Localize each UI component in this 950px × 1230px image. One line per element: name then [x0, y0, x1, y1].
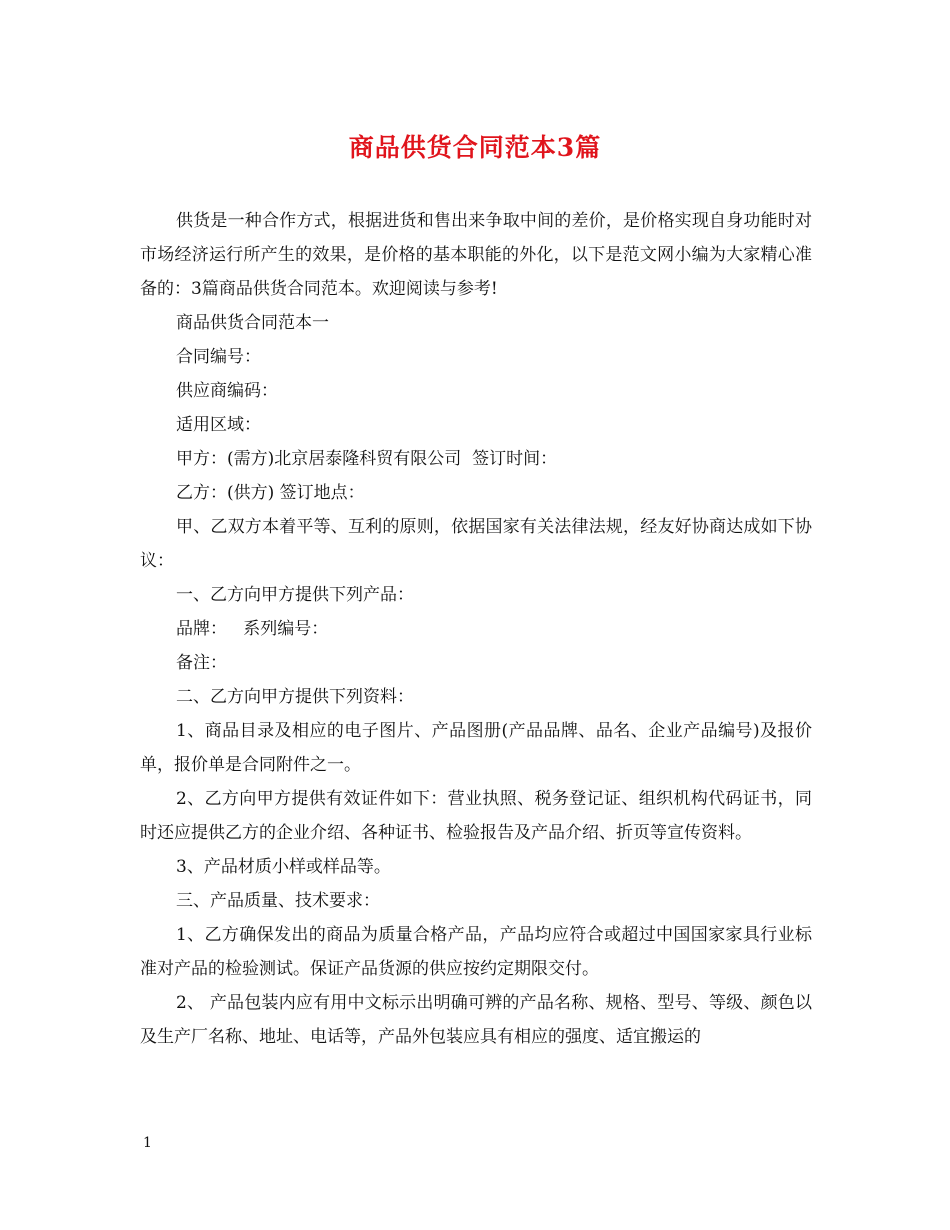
section-heading: 商品供货合同范本一: [176, 313, 329, 333]
contract-no-label: 合同编号：: [176, 347, 261, 367]
clause-2-item-1: 1、商品目录及相应的电子图片、产品图册(产品品牌、品名、企业产品编号)及报价单，报价单是合同附件之一。: [140, 721, 812, 775]
supplier-code-label: 供应商编码：: [176, 381, 278, 401]
agreement-intro-paragraph: 甲、乙双方本着平等、互利的原则，依据国家有关法律法规，经友好协商达成如下协议：: [140, 517, 812, 571]
clause-2-item-3: 3、产品材质小样或样品等。: [176, 857, 391, 877]
clause-1-heading: 一、乙方向甲方提供下列产品：: [176, 585, 414, 605]
document-body: [140, 204, 812, 1054]
page-number: 1: [143, 1135, 152, 1151]
clause-3-item-2: 2、 产品包装内应有用中文标示出明确可辨的产品名称、规格、型号、等级、颜色以及生产厂名称、地址、电话等，产品外包装应具有相应的强度、适宜搬运的: [140, 993, 812, 1047]
party-b-line: 乙方：(供方) 签订地点：: [176, 483, 365, 503]
document-title: 商品供货合同范本3篇: [348, 133, 602, 162]
clause-2-item-2: 2、乙方向甲方提供有效证件如下：营业执照、税务登记证、组织机构代码证书，同时还应提供乙方的企业介绍、各种证书、检验报告及产品介绍、折页等宣传资料。: [140, 789, 812, 843]
party-a-line: 甲方：(需方)北京居泰隆科贸有限公司 签订时间：: [176, 449, 558, 469]
brand-line: 品牌： 系列编号：: [176, 619, 329, 639]
clause-3-heading: 三、产品质量、技术要求：: [176, 891, 380, 911]
remarks-line: 备注：: [176, 653, 227, 673]
region-label: 适用区域：: [176, 415, 261, 435]
intro-paragraph: 供货是一种合作方式，根据进货和售出来争取中间的差价，是价格实现自身功能时对市场经济运行所产生的效果，是价格的基本职能的外化，以下是范文网小编为大家精心准备的：3篇商品供货合同范本。欢迎阅读与参考!: [140, 211, 812, 299]
clause-3-item-1: 1、乙方确保发出的商品为质量合格产品，产品均应符合或超过中国国家家具行业标准对产品的检验测试。保证产品货源的供应按约定期限交付。: [140, 925, 812, 979]
clause-2-heading: 二、乙方向甲方提供下列资料：: [176, 687, 414, 707]
